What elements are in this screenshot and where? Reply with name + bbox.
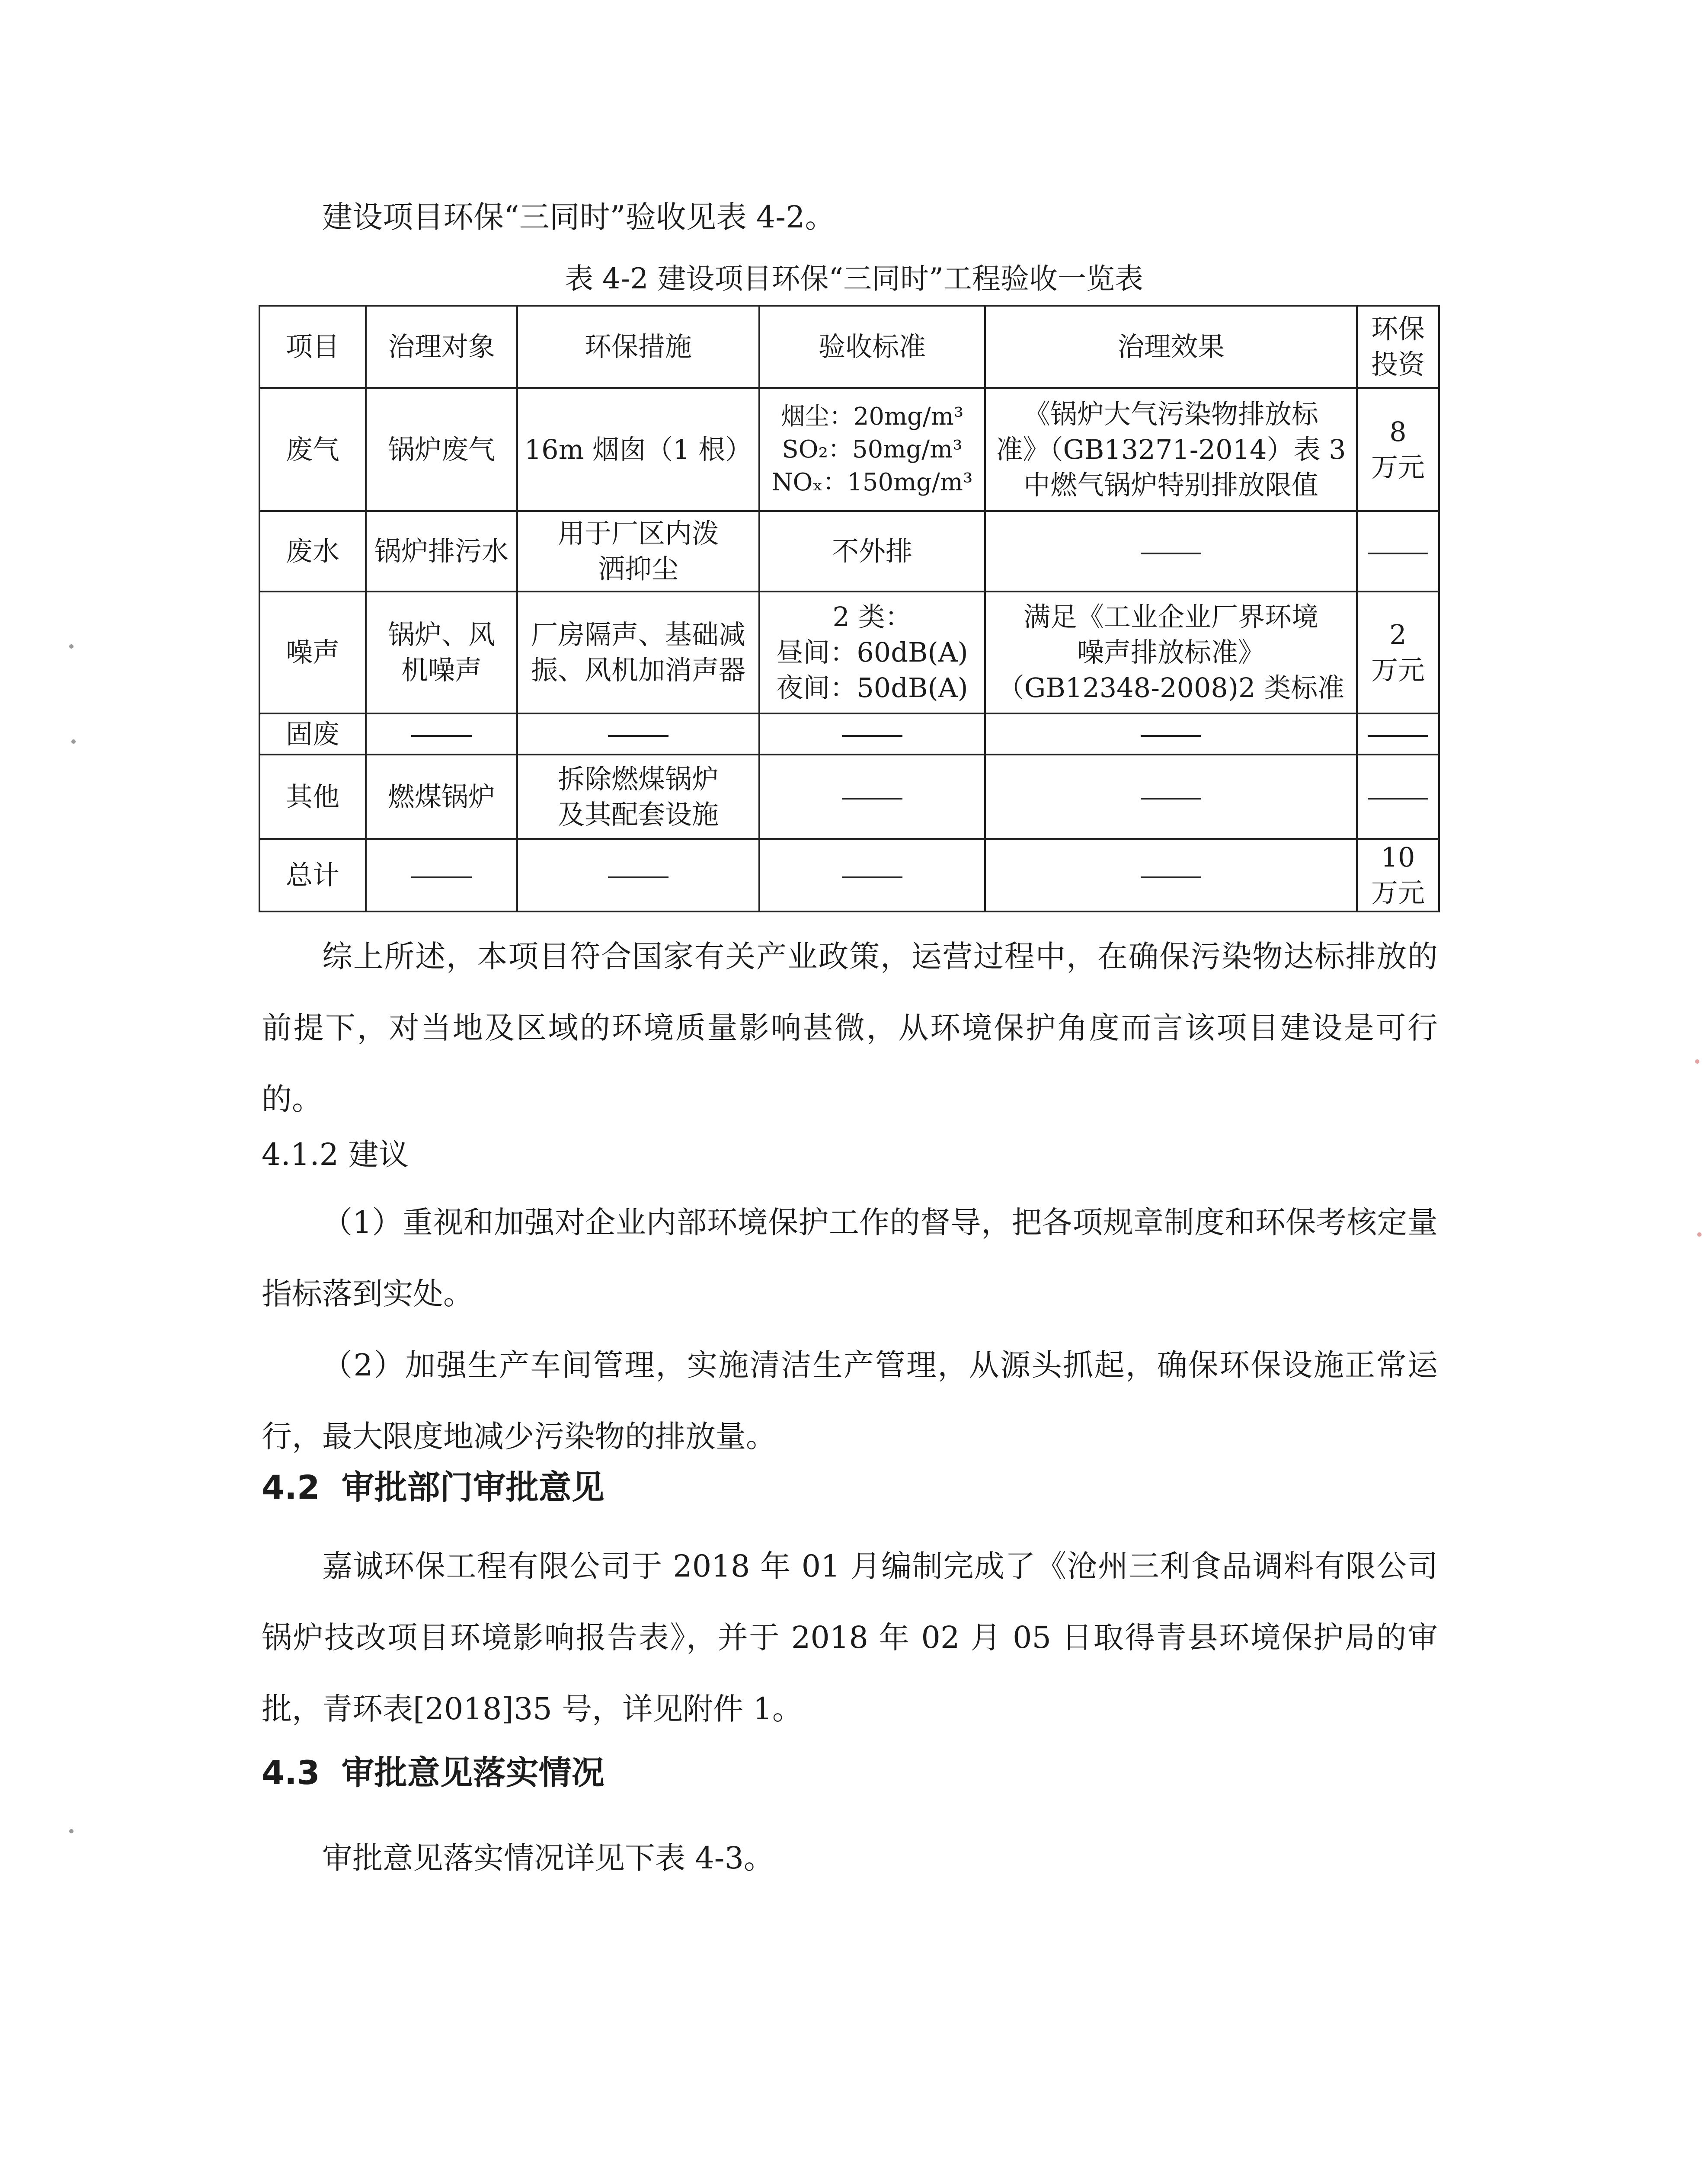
table-row-water — [259, 511, 1439, 592]
cell-invest — [1357, 511, 1439, 592]
cell-item: 废气 — [259, 388, 366, 511]
dash-mark — [842, 876, 902, 878]
cell-target: 锅炉废气 — [366, 388, 517, 511]
dash-mark — [608, 735, 668, 737]
cell-effect — [985, 713, 1357, 755]
cell-item: 固废 — [259, 713, 366, 755]
cell-measure: 用于厂区内泼 洒抑尘 — [517, 511, 759, 592]
cell-invest — [1357, 755, 1439, 839]
header-effect: 治理效果 — [985, 306, 1357, 388]
cell-measure — [517, 713, 759, 755]
dash-mark — [1141, 735, 1201, 737]
cell-standard: 烟尘：20mg/m³ SO₂：50mg/m³ NOₓ：150mg/m³ — [759, 388, 985, 511]
header-measure: 环保措施 — [517, 306, 759, 388]
header-item: 项目 — [259, 306, 366, 388]
cell-effect — [985, 839, 1357, 911]
acceptance-table — [259, 305, 1440, 912]
cell-target: 燃煤锅炉 — [366, 755, 517, 839]
table-row-other — [259, 755, 1439, 839]
cell-invest: 10 万元 — [1357, 839, 1439, 911]
dash-mark — [842, 735, 902, 737]
table-row-solid — [259, 713, 1439, 755]
section-heading-4-2: 4.2 审批部门审批意见 — [262, 1468, 605, 1506]
cell-measure: 16m 烟囱（1 根） — [517, 388, 759, 511]
header-target: 治理对象 — [366, 306, 517, 388]
implementation-paragraph: 审批意见落实情况详见下表 4-3。 — [322, 1840, 774, 1876]
cell-target — [366, 839, 517, 911]
scan-speck — [69, 644, 74, 649]
scan-speck — [1695, 1059, 1699, 1064]
dash-mark — [1141, 553, 1201, 554]
dash-mark — [842, 798, 902, 800]
dash-mark — [608, 876, 668, 878]
sub-heading-suggestions: 4.1.2 建议 — [262, 1137, 409, 1172]
dash-mark — [411, 735, 472, 737]
table-row-total — [259, 839, 1439, 911]
cell-target — [366, 713, 517, 755]
cell-standard: 不外排 — [759, 511, 985, 592]
dash-mark — [1368, 735, 1428, 737]
cell-standard — [759, 755, 985, 839]
cell-target: 锅炉、风 机噪声 — [366, 592, 517, 713]
cell-target: 锅炉排污水 — [366, 511, 517, 592]
table-caption: 表 4-2 建设项目环保“三同时”工程验收一览表 — [565, 262, 1143, 295]
cell-invest: 8 万元 — [1357, 388, 1439, 511]
dash-mark — [1141, 798, 1201, 800]
table-header-row — [259, 306, 1439, 388]
cell-item: 废水 — [259, 511, 366, 592]
cell-standard — [759, 713, 985, 755]
approval-paragraph: 嘉诚环保工程有限公司于 2018 年 01 月编制完成了《沧州三利食品调料有限公司锅炉技改项目环境影响报告表》，并于 2018 年 02 月 05 日取得青县环境保护局的审批，青环表[2018]35 号，详见附件 1。 — [262, 1548, 1438, 1727]
cell-item: 总计 — [259, 839, 366, 911]
suggestion-1: （1）重视和加强对企业内部环境保护工作的督导，把各项规章制度和环保考核定量指标落到实处。 — [262, 1205, 1438, 1311]
cell-effect — [985, 511, 1357, 592]
dash-mark — [411, 876, 472, 878]
cell-invest: 2 万元 — [1357, 592, 1439, 713]
cell-invest — [1357, 713, 1439, 755]
header-invest: 环保 投资 — [1357, 306, 1439, 388]
cell-item: 噪声 — [259, 592, 366, 713]
cell-effect — [985, 755, 1357, 839]
scan-speck — [69, 1829, 74, 1833]
cell-standard — [759, 839, 985, 911]
dash-mark — [1368, 553, 1428, 554]
dash-mark — [1368, 798, 1428, 800]
scan-speck — [71, 739, 76, 744]
table-row-gas — [259, 388, 1439, 511]
scan-speck — [1697, 1232, 1702, 1237]
section-heading-4-3: 4.3 审批意见落实情况 — [262, 1753, 605, 1792]
cell-measure: 拆除燃煤锅炉 及其配套设施 — [517, 755, 759, 839]
conclusion-paragraph: 综上所述，本项目符合国家有关产业政策，运营过程中，在确保污染物达标排放的前提下，对当地及区域的环境质量影响甚微，从环境保护角度而言该项目建设是可行的。 — [262, 939, 1438, 1117]
cell-measure — [517, 839, 759, 911]
table-row-noise — [259, 592, 1439, 713]
cell-item: 其他 — [259, 755, 366, 839]
cell-measure: 厂房隔声、基础减 振、风机加消声器 — [517, 592, 759, 713]
intro-line: 建设项目环保“三同时”验收见表 4-2。 — [322, 199, 835, 235]
cell-standard: 2 类： 昼间：60dB(A) 夜间：50dB(A) — [759, 592, 985, 713]
header-standard: 验收标准 — [759, 306, 985, 388]
suggestion-2: （2）加强生产车间管理，实施清洁生产管理，从源头抓起，确保环保设施正常运行，最大限度地减少污染物的排放量。 — [262, 1347, 1438, 1454]
cell-effect: 满足《工业企业厂界环境 噪声排放标准》 （GB12348-2008)2 类标准 — [985, 592, 1357, 713]
cell-effect: 《锅炉大气污染物排放标 准》（GB13271-2014）表 3 中燃气锅炉特别排放限值 — [985, 388, 1357, 511]
dash-mark — [1141, 876, 1201, 878]
